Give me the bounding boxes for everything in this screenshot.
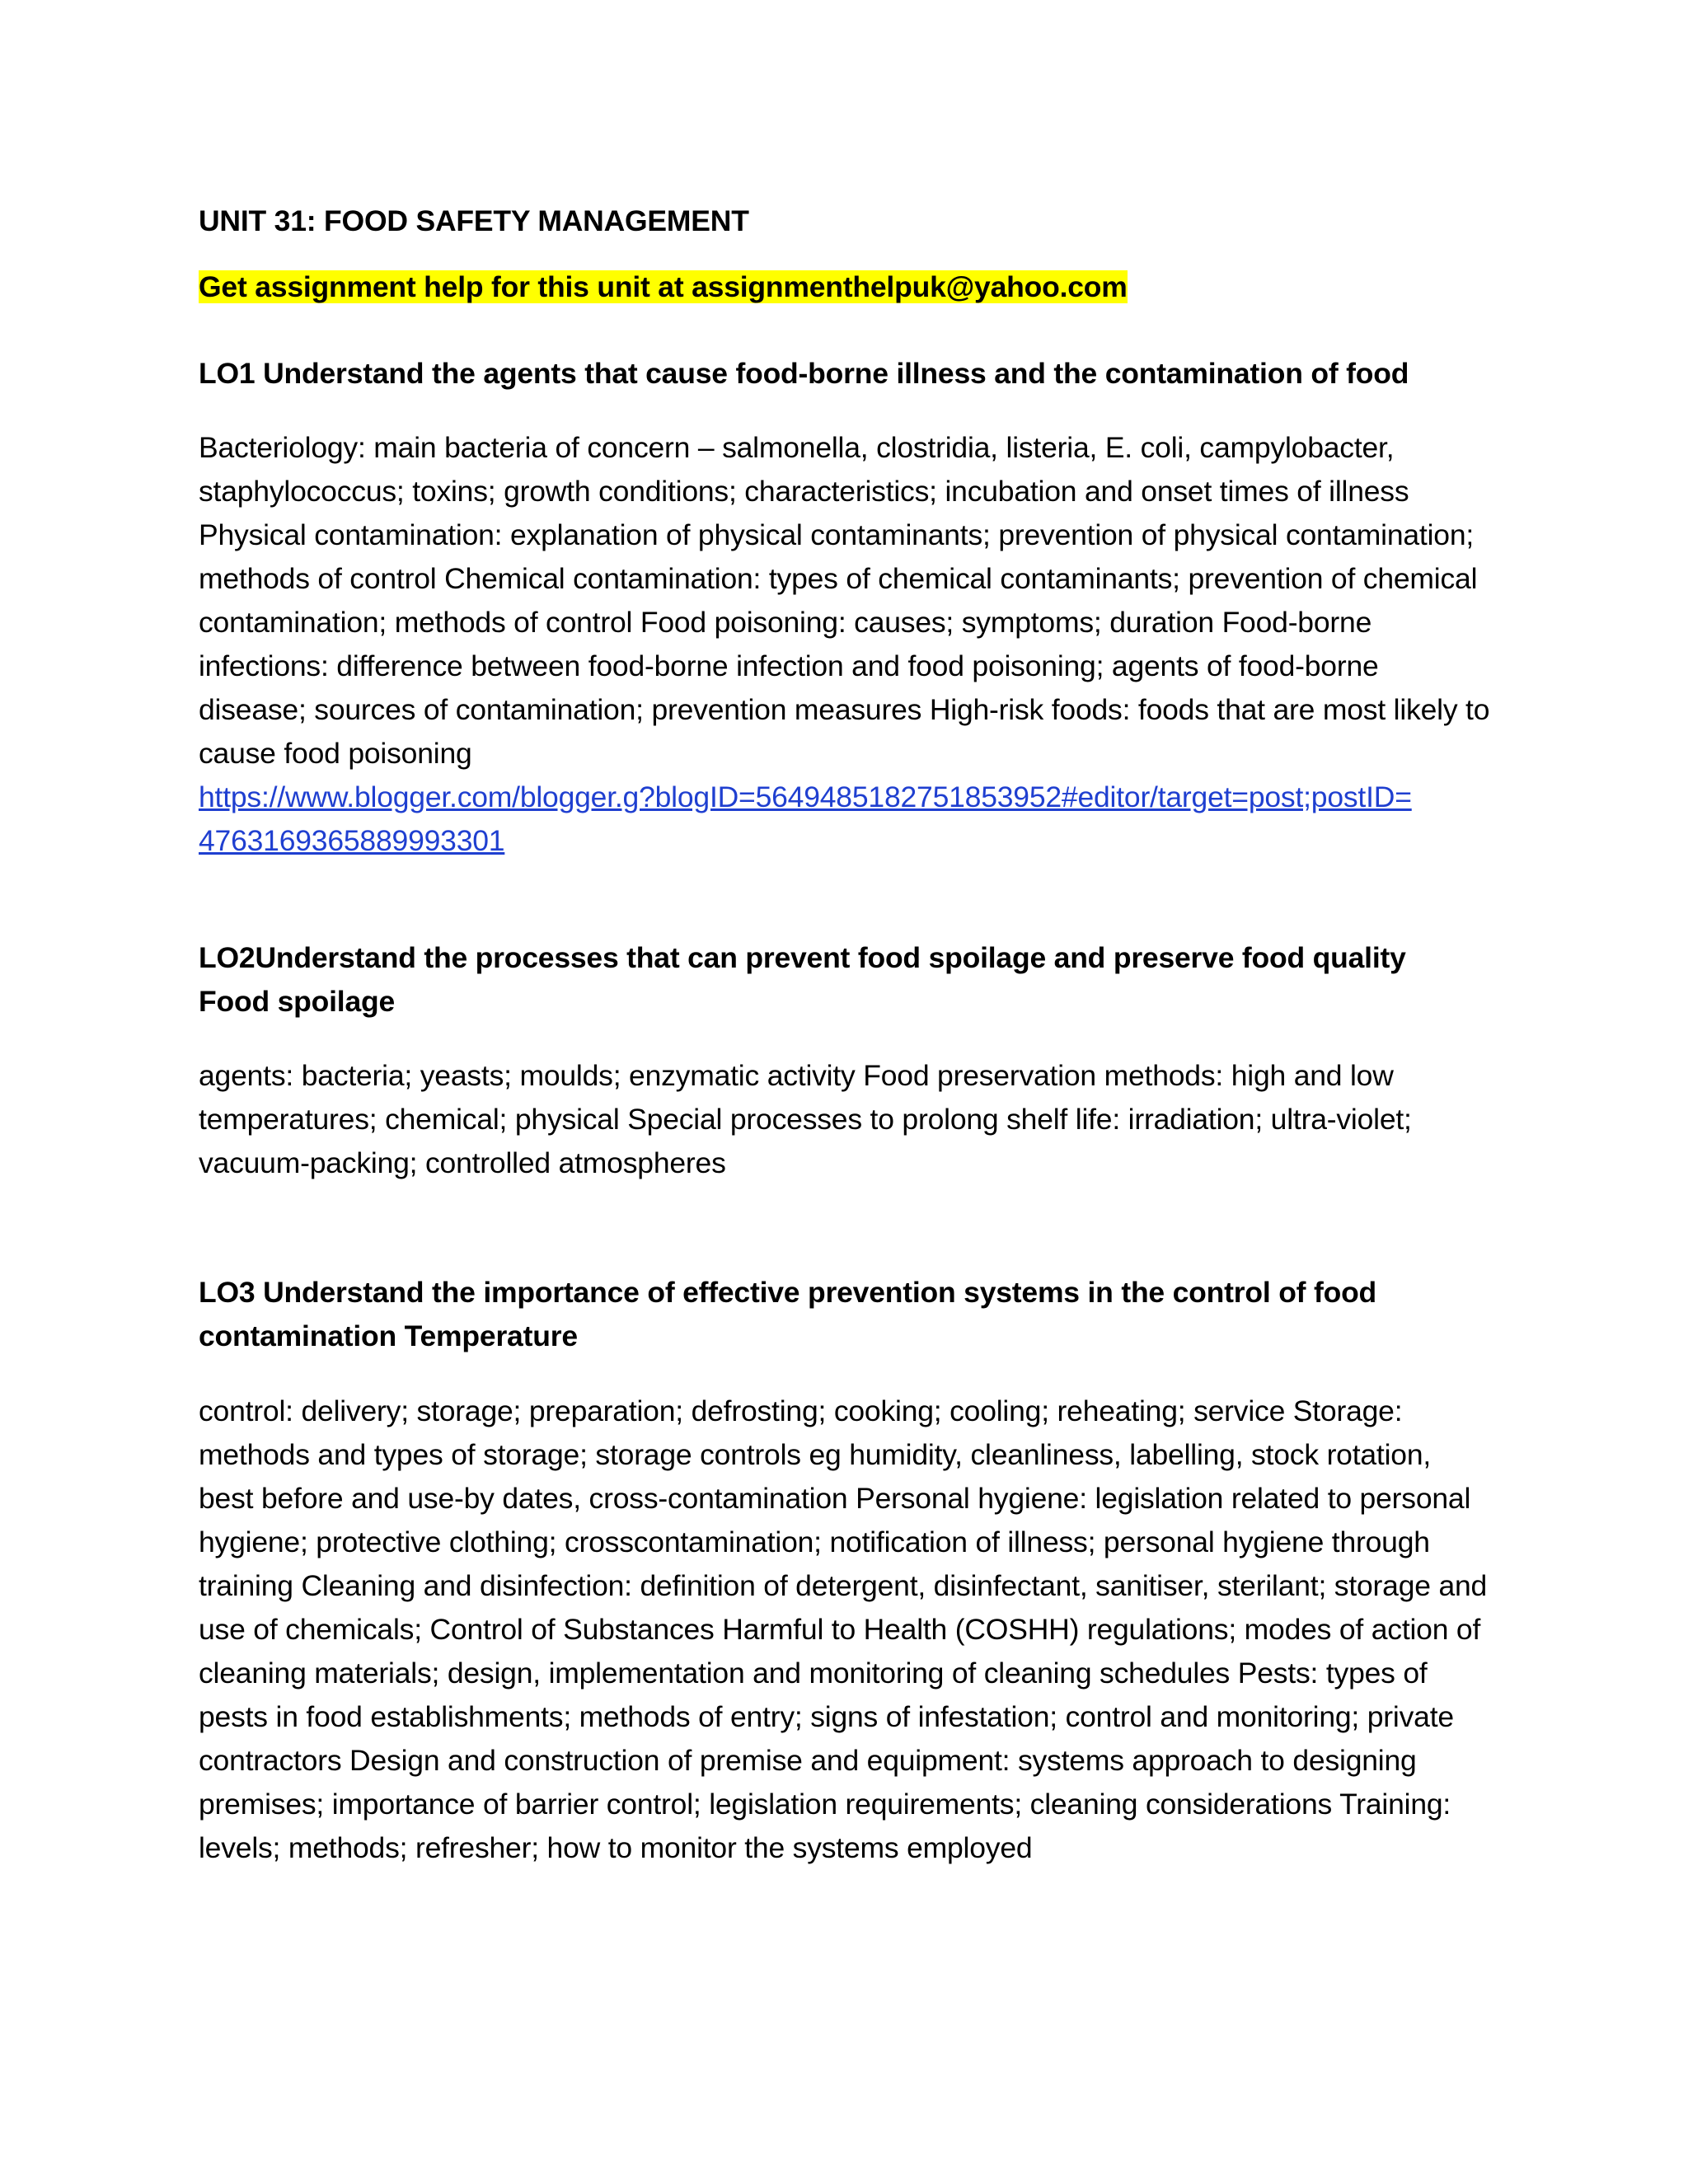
blogger-link[interactable] <box>199 780 1412 857</box>
lo2-body-text: agents: bacteria; yeasts; moulds; enzymatic activity Food preservation methods: high and low temperatures; chemical; physical Special processes to prolong shelf life: irradiation; ultra-violet; vacuum-packing; controlled atmospheres <box>199 1059 1412 1179</box>
lo1-body-text: Bacteriology: main bacteria of concern – salmonella, clostridia, listeria, E. coli, campylobacter, staphylococcus; toxins; growth conditions; characteristics; incubation and onset times of illness Physical contamination: explanation of physical contaminants; prevention of physical contamination; methods of control Chemical contamination: types of chemical contaminants; prevention of chemical contamination; methods of control Food poisoning: causes; symptoms; duration Food-borne infections: difference between food-borne infection and food poisoning; agents of food-borne disease; sources of contamination; prevention measures High-risk foods: foods that are most likely to cause food poisoning <box>199 431 1490 770</box>
lo2-heading <box>199 936 1493 1024</box>
blogger-link-line-1: https://www.blogger.com/blogger.g?blogID=5649485182751853952#editor/target=post;postID= <box>199 780 1412 813</box>
lo3-body-text: control: delivery; storage; preparation; defrosting; cooking; cooling; reheating; service Storage: methods and types of storage; storage controls eg humidity, cleanliness, labelling, stock rotation, best before and use-by dates, cross-contamination Personal hygiene: legislation related to personal hygiene; protective clothing; crosscontamination; notification of illness; personal hygiene through training Cleaning and disinfection: definition of detergent, disinfectant, sanitiser, sterilant; storage and use of chemicals; Control of Substances Harmful to Health (COSHH) regulations; modes of action of cleaning materials; design, implementation and monitoring of cleaning schedules Pests: types of pests in food establishments; methods of entry; signs of infestation; control and monitoring; private contractors Design and construction of premise and equipment: systems approach to designing premises; importance of barrier control; legislation requirements; cleaning considerations Training: levels; methods; refresher; how to monitor the systems employed <box>199 1394 1488 1864</box>
assignment-help-line <box>199 265 1493 309</box>
lo2-heading-line-1: LO2Understand the processes that can prevent food spoilage and preserve food quality <box>199 941 1406 974</box>
lo3-heading-line-2: contamination Temperature <box>199 1319 578 1352</box>
highlighted-help-text: Get assignment help for this unit at assignmenthelpuk@yahoo.com <box>199 270 1128 303</box>
lo3-heading <box>199 1271 1493 1358</box>
lo1-section-body <box>199 426 1493 863</box>
lo1-heading: LO1 Understand the agents that cause food-borne illness and the contamination of food <box>199 357 1409 390</box>
blogger-link-line-2: 4763169365889993301 <box>199 824 505 857</box>
lo3-heading-line-1: LO3 Understand the importance of effective prevention systems in the control of food <box>199 1276 1377 1309</box>
lo2-heading-line-2: Food spoilage <box>199 985 396 1018</box>
unit-title: UNIT 31: FOOD SAFETY MANAGEMENT <box>199 204 749 237</box>
